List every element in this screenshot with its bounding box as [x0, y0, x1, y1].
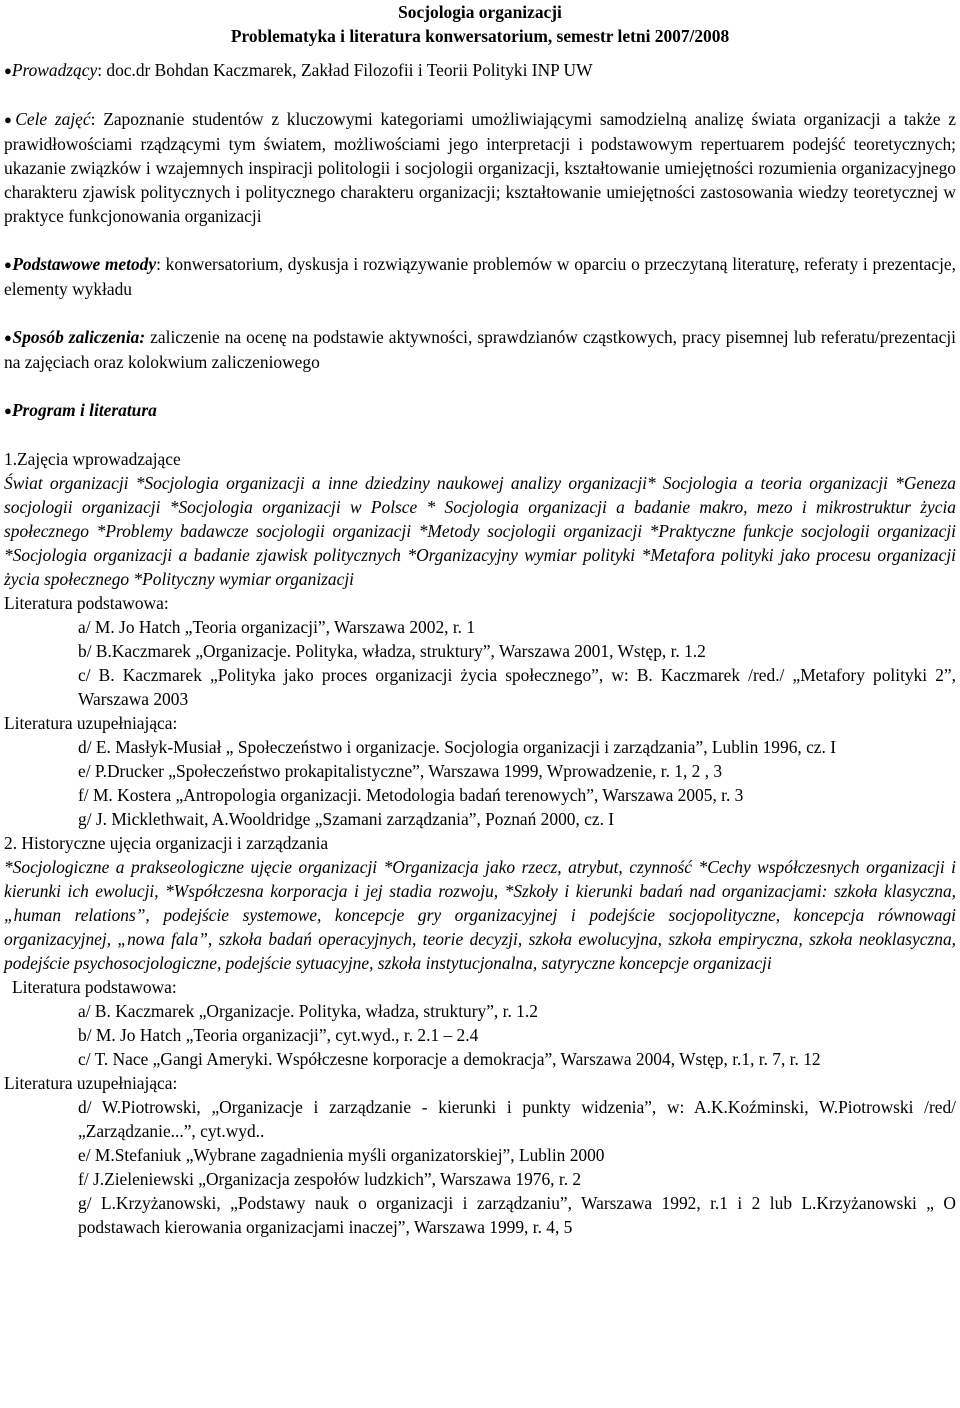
methods-text: : konwersatorium, dyskusja i rozwiązywanie problemów w oparciu o przeczytaną literaturę, referaty i prezentacje, elementy wykładu — [4, 254, 956, 299]
literature-item: b/ B.Kaczmarek „Organizacje. Polityka, władza, struktury”, Warszawa 2001, Wstęp, r. 1.2 — [78, 641, 706, 661]
lecturer-text: : doc.dr Bohdan Kaczmarek, Zakład Filozofii i Teorii Polityki INP UW — [97, 60, 593, 80]
literature-item: g/ L.Krzyżanowski, „Podstawy nauk o organizacji i zarządzaniu”, Warszawa 1992, r.1 i 2 lub L.Krzyżanowski „ O podstawach kierowania organizacjami inaczej”, Warszawa 1999, r. 4, 5 — [78, 1193, 956, 1237]
lecturer-line — [4, 58, 956, 83]
extra-literature-label: Literatura uzupełniająca: — [4, 1073, 178, 1093]
program-heading — [4, 398, 956, 423]
methods-paragraph — [4, 252, 956, 301]
goals-paragraph — [4, 107, 956, 228]
literature-item: d/ W.Piotrowski, „Organizacje i zarządzanie - kierunki i punkty widzenia”, w: A.K.Koźminski, W.Piotrowski /red/ „Zarządzanie...”, cyt.wyd.. — [78, 1097, 956, 1141]
literature-item: e/ P.Drucker „Społeczeństwo prokapitalistyczne”, Warszawa 1999, Wprowadzenie, r. 1, 2 , 3 — [78, 761, 723, 781]
literature-item: e/ M.Stefaniuk „Wybrane zagadnienia myśli organizatorskiej”, Lublin 2000 — [78, 1145, 605, 1165]
literature-item: g/ J. Micklethwait, A.Wooldridge „Szamani zarządzania”, Poznań 2000, cz. I — [78, 809, 615, 829]
basic-literature-label: Literatura podstawowa: — [12, 977, 177, 997]
literature-item: a/ M. Jo Hatch „Teoria organizacji”, Warszawa 2002, r. 1 — [78, 617, 476, 637]
literature-item: f/ M. Kostera „Antropologia organizacji. Metodologia badań terenowych”, Warszawa 2005, r. 3 — [78, 785, 744, 805]
lecturer-label: Prowadzący — [11, 60, 98, 80]
literature-item: c/ B. Kaczmarek „Polityka jako proces organizacji życia społecznego”, w: B. Kaczmarek /red./ „Metafory polityki 2”, Warszawa 2003 — [78, 665, 956, 709]
assessment-paragraph — [4, 325, 956, 374]
section-heading: 1.Zajęcia wprowadzające — [4, 449, 181, 469]
section-topics: *Socjologiczne a prakseologiczne ujęcie organizacji *Organizacja jako rzecz, atrybut, czynność *Cechy współczesnych organizacji i kierunki ich ewolucji, *Współczesna korporacja i jej stadia rozwoju, *Szkoły i kierunki badań nad organizacjami: szkoła klasyczna, „human relations”, podejście systemowe, koncepcje gry organizacyjnej i podejście socjopolityczne, koncepcja równowagi organizacyjnej, „nowa fala”, szkoła badań operacyjnych, teorie decyzji, szkoła ewolucyjna, szkoła empiryczna, szkoła neoklasyczna, podejście psychosocjologiczne, podejście sytuacyjne, szkoła instytucjonalna, satyryczne koncepcje organizacji — [4, 857, 956, 973]
literature-item: c/ T. Nace „Gangi Ameryki. Współczesne korporacje a demokracja”, Warszawa 2004, Wstęp, r.1, r. 7, r. 12 — [78, 1049, 821, 1069]
assessment-text: zaliczenie na ocenę na podstawie aktywności, sprawdzianów cząstkowych, pracy pisemnej lub referatu/prezentacji na zajęciach oraz kolokwium zaliczeniowego — [4, 327, 956, 372]
goals-text: : Zapoznanie studentów z kluczowymi kategoriami umożliwiającymi samodzielną analizę świata organizacji a także z prawidłowościami rządzącymi tym światem, możliwościami jego interpretacji i podstawowym repertuarem podejść teoretycznych; ukazanie związków i wzajemnych inspiracji politologii i socjologii organizacji, kształtowanie umiejętności rozumienia organizacyjnego charakteru zjawisk politycznych i politycznego charakteru organizacji; kształtowanie umiejętności zastosowania wiedzy teoretycznej w praktyce funkcjonowania organizacji — [4, 109, 956, 226]
literature-item: f/ J.Zieleniewski „Organizacja zespołów ludzkich”, Warszawa 1976, r. 2 — [78, 1169, 582, 1189]
literature-item: b/ M. Jo Hatch „Teoria organizacji”, cyt.wyd., r. 2.1 – 2.4 — [78, 1025, 479, 1045]
document-subtitle: Problematyka i literatura konwersatorium, semestr letni 2007/2008 — [230, 26, 730, 46]
goals-label: Cele zajęć — [15, 109, 91, 129]
assessment-label: Sposób zaliczenia: — [12, 327, 146, 347]
section-topics: Świat organizacji *Socjologia organizacji a inne dziedziny naukowej analizy organizacji* Socjologia a teoria organizacji *Geneza socjologii organizacji *Socjologia organizacji w Polsce * Socjologia organizacji a badanie makro, mezo i mikrostruktur życia społecznego *Problemy badawcze socjologii organizacji *Metody socjologii organizacji *Praktyczne funkcje socjologii organizacji *Socjologia organizacji a badanie zjawisk politycznych *Organizacyjny wymiar polityki *Metafora polityki jako procesu organizacji życia społecznego *Polityczny wymiar organizacji — [4, 473, 956, 589]
literature-item: a/ B. Kaczmarek „Organizacje. Polityka, władza, struktury”, r. 1.2 — [78, 1001, 538, 1021]
literature-item: d/ E. Masłyk-Musiał „ Społeczeństwo i organizacje. Socjologia organizacji i zarządzania”, Lublin 1996, cz. I — [78, 737, 837, 757]
basic-literature-label: Literatura podstawowa: — [4, 593, 169, 613]
extra-literature-label: Literatura uzupełniająca: — [4, 713, 178, 733]
program-label: Program i literatura — [11, 400, 157, 420]
methods-label: Podstawowe metody — [12, 254, 157, 274]
section-heading: 2. Historyczne ujęcia organizacji i zarządzania — [4, 833, 329, 853]
document-title: Socjologia organizacji — [398, 2, 562, 22]
